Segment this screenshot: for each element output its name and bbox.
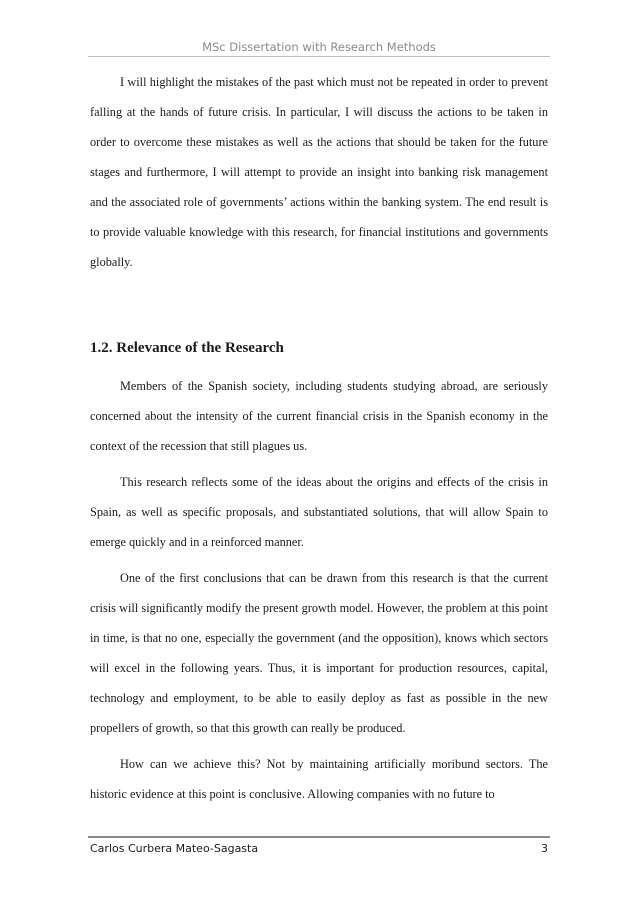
- running-header: MSc Dissertation with Research Methods: [202, 40, 436, 54]
- footer-author: Carlos Curbera Mateo-Sagasta: [90, 842, 259, 855]
- body-paragraph-2: This research reflects some of the ideas about the origins and effects of the crisis in Spain, as well as specific proposals, and substantiated solutions, that will allow Spain to emerge quickly and in a reinforced manner.: [90, 475, 548, 549]
- footer-divider: [88, 836, 550, 838]
- page-body: [90, 67, 548, 809]
- running-footer: [90, 842, 548, 855]
- header-divider: [88, 56, 550, 57]
- body-paragraph-3: One of the first conclusions that can be drawn from this research is that the current crisis will significantly modify the present growth model. However, the problem at this point in time, is that no one, especially the government (and the opposition), knows which sectors will excel in the following years. Thus, it is important for production resources, capital, technology and employment, to be able to easily deploy as fast as possible in the new propellers of growth, so that this growth can really be produced.: [90, 571, 548, 735]
- intro-paragraph: I will highlight the mistakes of the past which must not be repeated in order to prevent falling at the hands of future crisis. In particular, I will discuss the actions to be taken in order to overcome these mistakes as well as the actions that should be taken for the future stages and furthermore, I will attempt to provide an insight into banking risk management and the associated role of governments’ actions within the banking system. The end result is to provide valuable knowledge with this research, for financial institutions and governments globally.: [90, 75, 548, 269]
- body-paragraph-1: Members of the Spanish society, including students studying abroad, are seriously concerned about the intensity of the current financial crisis in the Spanish economy in the context of the recession that still plagues us.: [90, 379, 548, 453]
- section-heading: 1.2. Relevance of the Research: [90, 340, 284, 356]
- body-paragraph-4: How can we achieve this? Not by maintaining artificially moribund sectors. The historic evidence at this point is conclusive. Allowing companies with no future to: [90, 757, 548, 801]
- page-number: 3: [541, 842, 548, 855]
- section-spacer: [90, 277, 548, 333]
